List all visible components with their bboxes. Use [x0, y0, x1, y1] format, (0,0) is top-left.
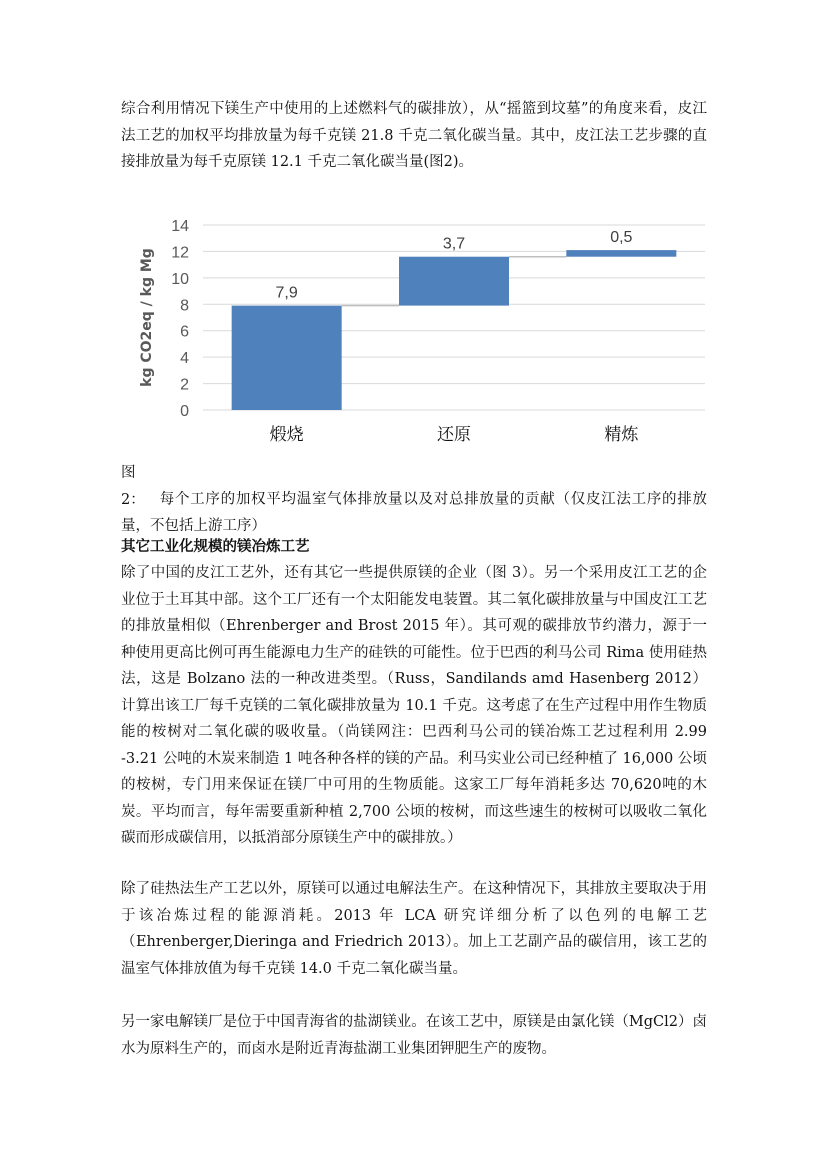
y-tick-label: 14 [171, 218, 189, 235]
caption-text: 每个工序的加权平均温室气体排放量以及对总排放量的贡献（仅皮江法工序的排放量，不包括上游工序） [121, 491, 707, 534]
y-tick-label: 6 [180, 323, 189, 341]
category-label: 精炼 [604, 425, 639, 445]
chart-svg [121, 205, 707, 455]
caption-label: 图 2： [121, 465, 145, 508]
y-tick-label: 2 [180, 376, 189, 394]
figure-caption [121, 460, 707, 540]
category-label: 煅烧 [269, 425, 304, 445]
category-label: 还原 [437, 425, 471, 445]
body-paragraph-1: 除了中国的皮江工艺外，还有其它一些提供原镁的企业（图 3）。另一个采用皮江工艺的企业位于土耳其中部。这个工厂还有一个太阳能发电装置。其二氧化碳排放量与中国皮江工艺的排放量相似（Ehrenberger and Brost 2015 年）。其可观的碳排放节约潜力，源于一种使用更高比例可再生能源电力生产的硅铁的可能性。位于巴西的利马公司 Rima 使用硅热法，这是 Bolzano 法的一种改进类型。（Russ，Sandilands amd Hasenberg 2012）计算出该工厂每千克镁的二氧化碳排放量为 10.1 千克。这考虑了在生产过程中用作生物质能的桉树对二氧化碳的吸收量。（尚镁网注：巴西利马公司的镁冶炼工艺过程利用 2.99 -3.21 公吨的木炭来制造 1 吨各种各样的镁的产品。利马实业公司已经种植了 16,000 公顷的桉树，专门用来保证在镁厂中可用的生物质能。这家工厂每年消耗多达 70,620吨的木炭。平均而言，每年需要重新种植 2,700 公顷的桉树，而这些速生的桉树可以吸收二氧化碳而形成碳信用，以抵消部分原镁生产中的碳排放。） [121, 565, 712, 846]
body-paragraph-2: 除了硅热法生产工艺以外，原镁可以通过电解法生产。在这种情况下，其排放主要取决于用于该冶炼过程的能源消耗。2013 年 LCA 研究详细分析了以色列的电解工艺（Ehrenberger,Dieringa and Friedrich 2013）。加上工艺副产品的碳信用，该工艺的温室气体排放值为每千克镁 14.0 千克二氧化碳当量。 [121, 881, 707, 977]
y-tick-label: 0 [180, 403, 189, 420]
data-label: 7,9 [275, 284, 298, 302]
emissions-waterfall-chart [121, 205, 707, 455]
body-paragraph-3: 另一家电解镁厂是位于中国青海省的盐湖镁业。在该工艺中，原镁是由氯化镁（MgCl2）卤水为原料生产的，而卤水是附近青海盐湖工业集团钾肥生产的废物。 [121, 1014, 707, 1057]
bar [232, 306, 342, 410]
bar [566, 250, 676, 257]
section-title: 其它工业化规模的镁冶炼工艺 [121, 539, 310, 555]
data-label: 0,5 [610, 229, 633, 247]
y-tick-label: 8 [180, 297, 189, 315]
y-axis-label: kg CO2eq / kg Mg [139, 248, 155, 387]
y-tick-label: 12 [171, 244, 189, 262]
y-tick-label: 10 [171, 270, 189, 288]
data-label: 3,7 [442, 235, 466, 253]
intro-paragraph: 综合利用情况下镁生产中使用的上述燃料气的碳排放），从“摇篮到坟墓”的角度来看，皮江法工艺的加权平均排放量为每千克镁 21.8 千克二氧化碳当量。其中，皮江法工艺步骤的直接排放量为每千克原镁 12.1 千克二氧化碳当量(图2)。 [121, 101, 707, 170]
bar [399, 257, 509, 306]
y-tick-label: 4 [180, 350, 189, 368]
